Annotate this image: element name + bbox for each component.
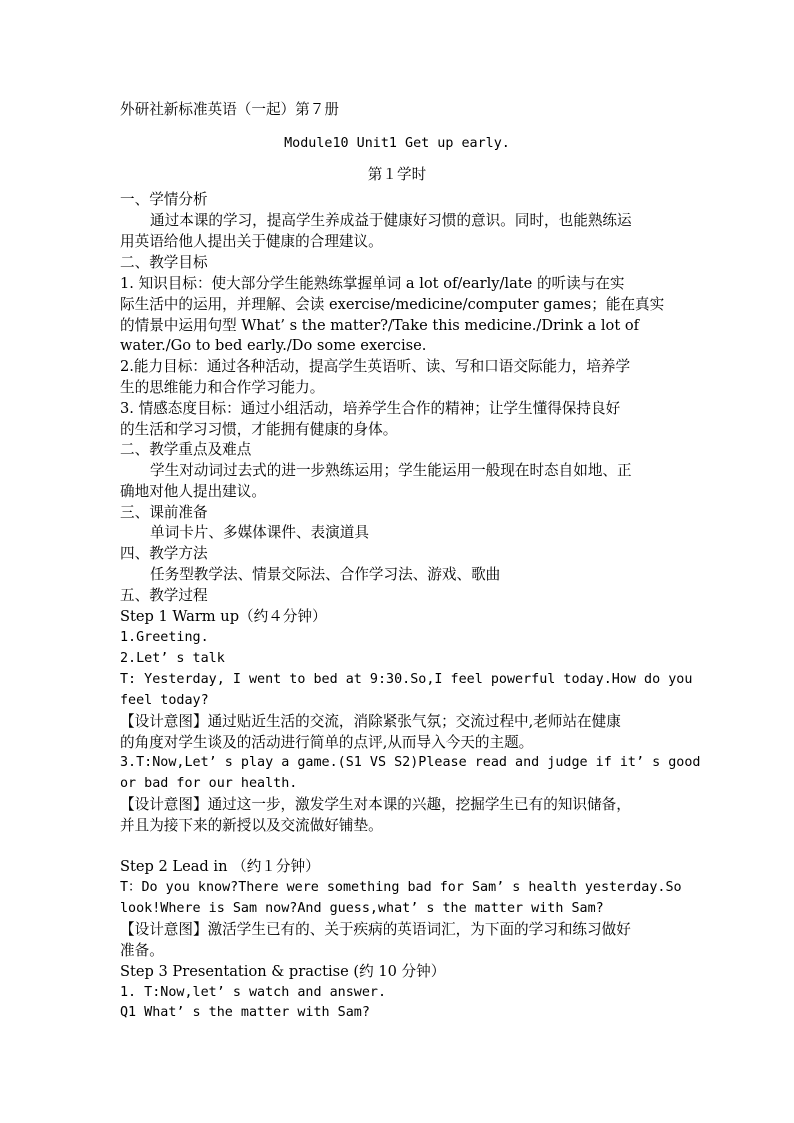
section-heading: 五、教学过程 xyxy=(120,587,208,604)
design-intent: 准备。 xyxy=(120,942,164,959)
paragraph-line: 用英语给他人提出关于健康的合理建议。 xyxy=(120,233,383,250)
paragraph-line: 任务型教学法、情景交际法、合作学习法、游戏、歌曲 xyxy=(150,566,501,583)
paragraph-line: 的情景中运用句型 What’ s the matter?/Take this medicine./Drink a lot of xyxy=(120,317,640,334)
paragraph-line: 的生活和学习习惯，才能拥有健康的身体。 xyxy=(120,421,398,438)
paragraph-line: or bad for our health. xyxy=(120,776,298,791)
step-heading: Step 1 Warm up（约４分钟） xyxy=(120,608,327,625)
section-heading: 二、教学重点及难点 xyxy=(120,441,252,458)
module-title: Module10 Unit1 Get up early. xyxy=(284,136,510,151)
document-header: 外研社新标准英语（一起）第７册 xyxy=(120,101,339,118)
paragraph-line: 3.T:Now,Let’ s play a game.(S1 VS S2)Please read and judge if it’ s good xyxy=(120,755,701,770)
design-intent: 【设计意图】通过这一步，激发学生对本课的兴趣，挖掘学生已有的知识储备， xyxy=(120,796,631,813)
section-heading: 四、教学方法 xyxy=(120,545,208,562)
paragraph-line: water./Go to bed early./Do some exercise. xyxy=(120,337,427,354)
paragraph-line: T: Yesterday, I went to bed at 9:30.So,I feel powerful today.How do you xyxy=(120,672,693,687)
paragraph-line: 单词卡片、多媒体课件、表演道具 xyxy=(150,524,369,541)
paragraph-line: 通过本课的学习，提高学生养成益于健康好习惯的意识。同时，也能熟练运 xyxy=(150,212,632,229)
paragraph-line: 3. 情感态度目标：通过小组活动，培养学生合作的精神；让学生懂得保持良好 xyxy=(120,400,621,417)
design-intent: 并且为接下来的新授以及交流做好铺垫。 xyxy=(120,817,383,834)
paragraph-line: 生的思维能力和合作学习能力。 xyxy=(120,379,325,396)
paragraph-line: 2.Let’ s talk xyxy=(120,651,225,666)
paragraph-line: look!Where is Sam now?And guess,what’ s the matter with Sam? xyxy=(120,901,604,916)
paragraph-line: 2.能力目标：通过各种活动，提高学生英语听、读、写和口语交际能力，培养学 xyxy=(120,358,631,375)
paragraph-line: feel today? xyxy=(120,693,209,708)
paragraph-line: 1. T:Now,let’ s watch and answer. xyxy=(120,985,387,1000)
paragraph-line: 1. 知识目标：使大部分学生能熟练掌握单词 a lot of/early/late 的听读与在实 xyxy=(120,275,625,292)
section-heading: 二、教学目标 xyxy=(120,254,208,271)
paragraph-line: 际生活中的运用，并理解、会读 exercise/medicine/computer games；能在真实 xyxy=(120,296,665,313)
step-heading: Step 2 Lead in （约１分钟） xyxy=(120,858,320,875)
step-heading: Step 3 Presentation & practise (约 10 分钟） xyxy=(120,963,446,980)
paragraph-line: 确地对他人提出建议。 xyxy=(120,483,266,500)
paragraph-line: 学生对动词过去式的进一步熟练运用；学生能运用一般现在时态自如地、正 xyxy=(150,462,632,479)
paragraph-line: Q1 What’ s the matter with Sam? xyxy=(120,1005,370,1020)
paragraph-line: 1.Greeting. xyxy=(120,630,209,645)
lesson-title: 第１学时 xyxy=(367,166,427,183)
design-intent: 【设计意图】通过贴近生活的交流，消除紧张气氛；交流过程中,老师站在健康 xyxy=(120,713,621,730)
paragraph-line: T：Do you know?There were something bad for Sam’ s health yesterday.So xyxy=(120,880,682,895)
section-heading: 三、课前准备 xyxy=(120,504,208,521)
design-intent: 【设计意图】激活学生已有的、关于疾病的英语词汇，为下面的学习和练习做好 xyxy=(120,921,631,938)
design-intent: 的角度对学生谈及的活动进行简单的点评,从而导入今天的主题。 xyxy=(120,734,534,751)
section-heading: 一、学情分析 xyxy=(120,191,208,208)
